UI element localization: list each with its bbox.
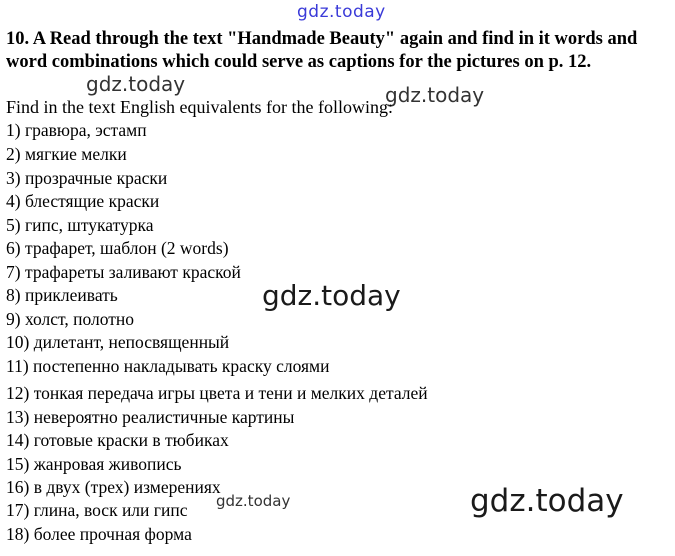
list-item: 2) мягкие мелки bbox=[6, 144, 127, 164]
list-item: 1) гравюра, эстамп bbox=[6, 120, 147, 140]
list-item: 11) постепенно накладывать краску слоями bbox=[6, 356, 330, 376]
list-item: 9) холст, полотно bbox=[6, 309, 135, 329]
watermark-bottom-small: gdz.today bbox=[216, 492, 291, 510]
list-item: 6) трафарет, шаблон (2 words) bbox=[6, 238, 229, 258]
list-item: 3) прозрачные краски bbox=[6, 168, 168, 188]
list-item: 16) в двух (трех) измерениях bbox=[6, 477, 221, 497]
exercise-intro: Find in the text English equivalents for the following: bbox=[6, 97, 393, 117]
list-item: 17) глина, воск или гипс bbox=[6, 500, 188, 520]
list-item: 12) тонкая передача игры цвета и тени и мелких деталей bbox=[6, 383, 428, 403]
watermark-bottom-right: gdz.today bbox=[470, 483, 624, 519]
watermark-top: gdz.today bbox=[297, 2, 386, 22]
exercise-heading: 10. A Read through the text "Handmade Beauty" again and find in it words and word combinations which could serve as captions for the pictures on p. 12. bbox=[6, 29, 638, 72]
list-item: 4) блестящие краски bbox=[6, 191, 160, 211]
list-item: 10) дилетант, непосвященный bbox=[6, 332, 230, 352]
list-item: 8) приклеивать bbox=[6, 285, 118, 305]
watermark-right-upper: gdz.today bbox=[385, 83, 485, 107]
list-item: 5) гипс, штукатурка bbox=[6, 215, 154, 235]
list-item: 13) невероятно реалистичные картины bbox=[6, 407, 295, 427]
watermark-left-upper: gdz.today bbox=[86, 72, 186, 96]
list-item: 7) трафареты заливают краской bbox=[6, 262, 241, 282]
list-item: 14) готовые краски в тюбиках bbox=[6, 430, 229, 450]
watermark-center: gdz.today bbox=[262, 279, 401, 312]
list-item: 18) более прочная форма bbox=[6, 524, 192, 544]
list-item: 15) жанровая живопись bbox=[6, 454, 182, 474]
